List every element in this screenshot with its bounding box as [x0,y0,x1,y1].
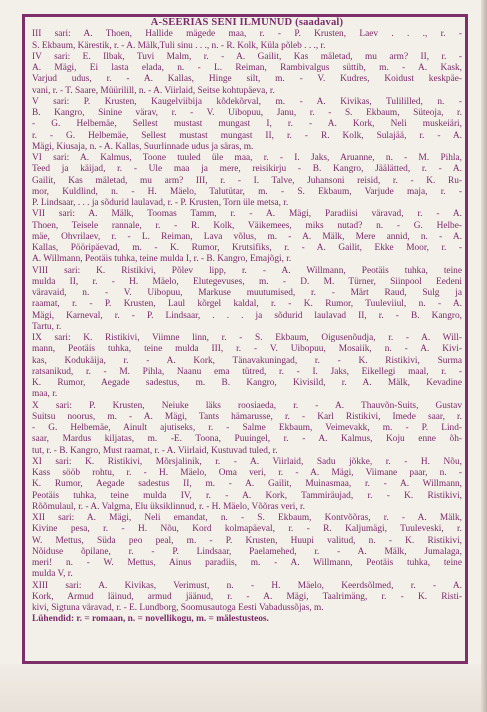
text-line: meri! n. - W. Mettus, Ainus paradiis, m. - A. Willmann, Peotäis tuhka, teine [32,558,462,568]
text-line: vani, r. - T. Saare, Müürilill, n. - A. Viirlaid, Seitse kohtupäeva, r. [32,85,275,96]
text-line: kas, Kodukäija, r. - A. Kork, Tänavakuningad, r. - K. Ristikivi, Surma [32,355,462,366]
text-line: kivi, Sigtuna väravad, r. - E. Lundborg, Soomusautoga Eesti Vabadussõjas, m. [32,603,324,613]
series-list [32,29,462,614]
text-line: Nõiduse õpilane, r. - P. Lindsaar, Paelamehed, r. - A. Mälk, Jumalaga, [32,546,462,557]
text-line: - G. Helbemäe, Ainult ajutiseks, r. - Salme Ekbaum, Veimevakk, m. - P. Lind- [32,423,462,433]
text-line: Kallas, Pööripäevad, m. - K. Rumor, Krutsifiks, r. - A. Gailit, Ekke Moor, r. - [32,243,462,253]
page-bottom-margin [0,664,487,712]
text-line: VII sari: A. Mälk, Toomas Tamm, r. - A. Mägi, Paradiisi väravad, r. - A. [32,209,462,220]
text-line: Kork, Armud läinud, armud jäänud, r. - A. Mägi, Taalrimäng, r. - K. Risti- [32,591,462,602]
text-line: IX sari: K. Ristikivi, Viimne linn, r. - S. Ekbaum, Õigusenõudja, r. - A. Will- [32,333,462,343]
text-line: Peotäis tuhka, teine mulda IV, r. - A. Kork, Tammiräujad, r. - K. Ristikivi, [32,490,462,501]
text-line: W. Mettus, Süda peo peal, m. - P. Krusten, Huupi valitud, n. - K. Ristikivi, [32,535,462,546]
text-line: mulda V, r. [32,569,73,580]
text-line: mor, Kuldlind, n. - H. Mäelo, Talutütar, m. - S. Ekbaum, Varjude maja, r. - [32,186,462,197]
text-line: maa, r. [32,389,58,400]
text-line: mäe, Ohvrilaev, r. - L. Reiman, Lava võlus, m. - A. Mälk, Mere annid, n. - A. [32,231,462,242]
page-title: A-SEERIAS SENI ILMUNUD (saadaval) [150,17,344,28]
text-line: mulda II, r. - H. Mäelo, Elutegevuses, m. - D. M. Türner, Siinpool Eedeni [32,276,462,287]
text-line: A. Willmann, Peotäis tuhka, teine mulda I, r. - B. Kangro, Emajõgi, r. [32,254,292,265]
text-line: X sari: P. Krusten, Neiuke läks roosiaeda, r. - A. Thauvõn-Suits, Gustav [32,400,462,411]
text-line: Thoen, Teisele rannale, r. - R. Kolk, Väikemees, miks nutad? n. - G. Helbe- [32,220,462,231]
text-line: P. Lindsaar, . . . ja sõdurid laulavad, r. - P. Krusten, Torn üle metsa, r. [32,198,289,208]
text-line: VIII sari: K. Ristikivi, Põlev lipp, r. - A. Willmann, Peotäis tuhka, teine [32,265,462,276]
text-line: tut, r. - B. Kangro, Must raamat, r. - A. Viirlaid, Kustuvad tuled, r. [32,445,278,456]
text-line: IV sari: E. Ilbak, Tuvi Malm, r. - A. Gailit, Kas mäletad, mu arm? II, r. - [32,51,462,62]
text-line: Mägi, Karneval, r. - P. Lindsaar, . . . ja sõdurid laulavad II, r. - B. Kangro, [32,310,462,321]
text-line: raamat, r. - P. Krusten, Laul kõrgel kaldal, r. - K. Rumor, Tuuleviiul, n. - A. [32,299,462,310]
text-line: Kivine pesa, r. - H. Nõu, Kord kolmapäeval, r. - R. Kaljumägi, Tuuleveski, r. [32,524,462,535]
text-line: III sari: A. Thoen, Hallide mägede maa, r. - P. Krusten, Laev . . ., r. - [32,29,462,40]
text-line: Tartu, r. [32,321,62,332]
text-line: V sari: P. Krusten, Kaugelviibija kõdekõrval, m. - A. Kivikas, Tulililled, n. - [32,96,462,107]
text-line: XIII sari: A. Kivikas, Verimust, n. - H. Mäelo, Keerdsõlmed, r. - A. [32,580,462,591]
text-line: S. Ekbaum, Kärestik, r. - A. Mälk,Tuli sinu . . ., n. - R. Kolk, Küla põleb . . ., r. [32,40,326,51]
text-line: A. Mägi, Ei lasta elada, n. - L. Reiman, Rambivalgus süttib, m. - A. Kask, [32,63,462,73]
text-line: XI sari: K. Ristikivi, Mõrsjalinik, r. - A. Viirlaid, Sadu jõkke, r. - H. Nõu, [32,456,462,467]
text-line: K. Rumor, Aegade sadestus, m. B. Kangro, Kivisild, r. A. Mälk, Kevadine [32,378,462,388]
text-line: saar, Mardus kiljatas, m. -E. Toona, Puuingel, r. - A. Kalmus, Koju enne õh- [32,434,462,445]
text-line: Teed ja käijad, r. - Üle maa ja mere, reisikirju - B. Kangro, Jäälätted, r. - A. [32,164,462,175]
page-edge-shadow [481,0,487,712]
abbreviations-legend: Lühendid: r. = romaan, n. = novellikogu, m. = mälestusteos. [32,614,269,625]
text-line: mann, Peotäis tuhka, teine mulda III, r. - V. Uibopuu, Mosaiik, n. - A. Kivi- [32,344,462,355]
text-line: Kass sööb rohtu, r. - H. Mäelo, Oma veri, r. - A. Mägi, Viimane paar, n. - [32,468,462,478]
text-line: K. Rumor, Aegade sadestus II, m. - A. Gailit, Muinasmaa, r. - A. Willmann, [32,479,462,490]
text-line: - G. Helbemäe, Sellest mustast mungast I, r. - A. Kork, Neli muskeiäri, [32,119,462,130]
text-line: Rõõmulaul, r. - A. Valgma, Elu üksiklinnud, r. - H. Mäelo, Võõras veri, r. [32,501,305,512]
text-line: XII sari: A. Mägi, Neli emandat, n. - S. Ekbaum, Kontvõõras, r. - A. Mälk, [32,513,462,523]
book-list [32,17,462,626]
text-line: Gailit, Kas mäletad, mu arm? III, r. - I. Talve, Juhansoni reisid, r. - K. Ru- [32,175,462,186]
text-line: r. - G. Helbemäe, Sellest mustast mungast II, r. - R. Kolk, Sulajää, r. - A. [32,130,462,141]
text-line: ratsanikud, r. - M. Pihla, Naanu ema tütred, r. - I. Jaks, Eikellegi maal, r. - [32,366,462,377]
text-line: väravaid, n. - V. Uibopuu, Markuse muutumised, r. - Märt Raud, Sulg ja [32,288,462,298]
text-line: Suitsu noorus, m. - A. Mägi, Tants hämarusse, r. - Karl Ristikivi, Imede saar, r. [32,411,462,422]
text-line: B. Kangro, Sinine värav, r. - V. Uibopuu, Janu, r. - S. Ekbaum, Süteoja, r. [32,108,462,118]
text-line: Varjud udus, r. - A. Kallas, Hinge silt, m. - V. Kudres, Koidust keskpäe- [32,74,462,85]
text-line: VI sari: A. Kalmus, Toone tuuled üle maa, r. - I. Jaks, Aruanne, n. - M. Pihla, [32,153,462,163]
text-line: Mägi, Kiusaja, n. - A. Kallas, Suurlinnade udus ja säras, m. [32,141,254,152]
